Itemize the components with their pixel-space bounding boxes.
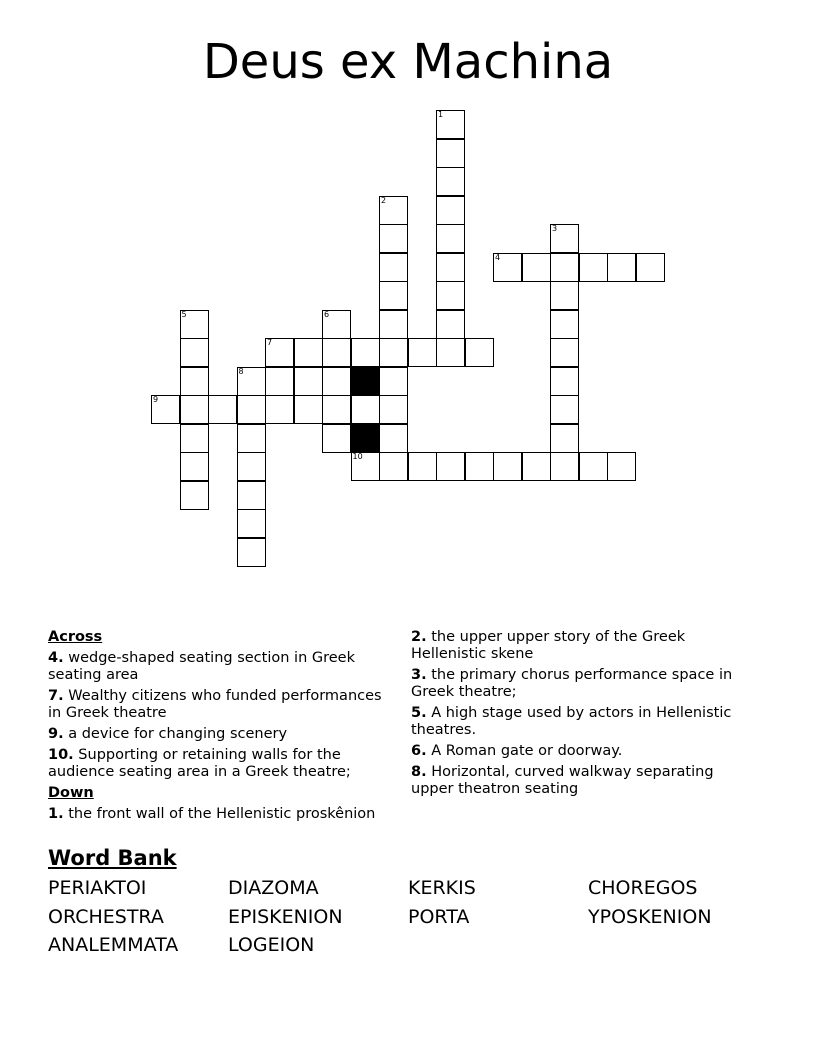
down-clue: [411, 629, 756, 663]
clue-number: 2.: [411, 629, 427, 645]
clue-text: Horizontal, curved walkway separating upper theatron seating: [411, 764, 714, 797]
crossword-cell[interactable]: [379, 310, 408, 339]
word-bank-item: EPISKENION: [228, 905, 343, 928]
crossword-cell[interactable]: [550, 338, 579, 367]
down-clue: [411, 743, 756, 760]
across-clue: [48, 650, 388, 684]
clue-number: 7.: [48, 688, 64, 704]
down-heading: Down: [48, 785, 94, 801]
crossword-cell[interactable]: [579, 253, 608, 282]
crossword-cell[interactable]: [436, 338, 465, 367]
crossword-cell[interactable]: [465, 338, 494, 367]
crossword-cell[interactable]: [180, 310, 209, 339]
clue-number: 10.: [48, 747, 74, 763]
down-clue: [411, 764, 756, 798]
down-clue: [411, 705, 756, 739]
clue-text: Supporting or retaining walls for the audience seating area in a Greek theatre;: [48, 747, 351, 780]
clues-left-column: [48, 629, 388, 827]
crossword-cell[interactable]: [351, 395, 380, 424]
crossword-cell[interactable]: [436, 452, 465, 481]
crossword-cell[interactable]: [237, 481, 266, 510]
crossword-cell[interactable]: [522, 452, 551, 481]
clue-number-label: 7: [267, 338, 273, 347]
crossword-cell[interactable]: [180, 338, 209, 367]
crossword-cell[interactable]: [237, 367, 266, 396]
crossword-cell[interactable]: [436, 224, 465, 253]
word-bank-item: DIAZOMA: [228, 877, 319, 899]
word-bank-item: LOGEION: [228, 934, 315, 956]
word-bank-item: CHOREGOS: [588, 877, 698, 899]
crossword-cell[interactable]: [436, 281, 465, 310]
clue-number: 5.: [411, 705, 427, 721]
crossword-cell[interactable]: [436, 139, 465, 168]
crossword-cell[interactable]: [265, 367, 294, 396]
crossword-cell[interactable]: [322, 424, 351, 453]
clue-number: 1.: [48, 806, 64, 822]
crossword-cell[interactable]: [265, 338, 294, 367]
crossword-cell[interactable]: [379, 367, 408, 396]
crossword-cell[interactable]: [465, 452, 494, 481]
word-bank-item: YPOSKENION: [588, 905, 712, 928]
crossword-cell[interactable]: [180, 395, 209, 424]
crossword-cell[interactable]: [322, 338, 351, 367]
word-bank: [48, 874, 768, 960]
crossword-cell[interactable]: [493, 253, 522, 282]
crossword-cell[interactable]: [522, 253, 551, 282]
crossword-cell[interactable]: [379, 224, 408, 253]
crossword-cell[interactable]: [180, 481, 209, 510]
crossword-cell[interactable]: [237, 395, 266, 424]
crossword-cell[interactable]: [550, 452, 579, 481]
word-bank-item: ANALEMMATA: [48, 934, 179, 956]
crossword-cell[interactable]: [436, 196, 465, 225]
crossword-cell[interactable]: [237, 452, 266, 481]
crossword-cell[interactable]: [237, 509, 266, 538]
crossword-cell[interactable]: [436, 253, 465, 282]
crossword-cell[interactable]: [550, 424, 579, 453]
crossword-cell[interactable]: [237, 538, 266, 567]
clues-right-column: [411, 629, 756, 802]
crossword-cell[interactable]: [294, 367, 323, 396]
crossword-cell[interactable]: [322, 367, 351, 396]
crossword-cell[interactable]: [607, 253, 636, 282]
clue-text: A Roman gate or doorway.: [431, 743, 623, 759]
crossword-cell[interactable]: [550, 395, 579, 424]
clue-text: the front wall of the Hellenistic proskênion: [68, 806, 376, 822]
clue-number-label: 10: [352, 452, 363, 461]
crossword-cell[interactable]: [408, 338, 437, 367]
clue-number: 4.: [48, 650, 64, 666]
clue-number-label: 8: [238, 366, 244, 376]
across-heading: Across: [48, 629, 103, 645]
clue-number-label: 5: [181, 309, 187, 319]
clue-number: 6.: [411, 743, 427, 759]
clue-number-label: 6: [324, 309, 330, 319]
crossword-block: [351, 367, 380, 396]
crossword-cell[interactable]: [180, 367, 209, 396]
crossword-cell[interactable]: [180, 452, 209, 481]
crossword-cell[interactable]: [379, 281, 408, 310]
crossword-cell[interactable]: [550, 367, 579, 396]
crossword-cell[interactable]: [151, 395, 180, 424]
down-clue: [48, 806, 388, 823]
crossword-block: [351, 424, 380, 453]
clue-text: a device for changing scenery: [68, 726, 288, 742]
crossword-cell[interactable]: [550, 310, 579, 339]
crossword-cell[interactable]: [550, 281, 579, 310]
crossword-cell[interactable]: [208, 395, 237, 424]
across-clue: [48, 688, 388, 722]
clue-text: A high stage used by actors in Hellenistic theatres.: [411, 705, 732, 738]
word-bank-item: KERKIS: [408, 877, 476, 899]
crossword-cell[interactable]: [408, 452, 437, 481]
crossword-cell[interactable]: [351, 338, 380, 367]
crossword-cell[interactable]: [379, 452, 408, 481]
clue-number: 9.: [48, 726, 64, 742]
word-bank-item: PERIAKTOI: [48, 877, 147, 899]
crossword-cell[interactable]: [493, 452, 522, 481]
clue-number: 8.: [411, 764, 427, 780]
page-title: Deus ex Machina: [202, 34, 614, 90]
clue-text: the primary chorus performance space in Greek theatre;: [411, 667, 733, 700]
crossword-cell[interactable]: [294, 395, 323, 424]
crossword-cell[interactable]: [237, 424, 266, 453]
crossword-cell[interactable]: [294, 338, 323, 367]
crossword-cell[interactable]: [379, 395, 408, 424]
crossword-cell[interactable]: [607, 452, 636, 481]
word-bank-title: Word Bank: [48, 846, 177, 870]
crossword-cell[interactable]: [322, 310, 351, 339]
word-bank-item: ORCHESTRA: [48, 905, 164, 928]
crossword-cell[interactable]: [322, 395, 351, 424]
clue-text: Wealthy citizens who funded performances in Greek theatre: [48, 688, 382, 721]
crossword-cell[interactable]: [579, 452, 608, 481]
word-bank-item: PORTA: [408, 905, 470, 928]
clue-number-label: 1: [438, 110, 444, 119]
crossword-cell[interactable]: [379, 338, 408, 367]
crossword-cell[interactable]: [550, 253, 579, 282]
crossword-cell[interactable]: [379, 424, 408, 453]
crossword-cell[interactable]: [379, 196, 408, 225]
clue-number-label: 4: [495, 252, 501, 262]
crossword-cell[interactable]: [379, 253, 408, 282]
crossword-cell[interactable]: [180, 424, 209, 453]
clue-number: 3.: [411, 667, 427, 683]
crossword-cell[interactable]: [636, 253, 665, 282]
crossword-cell[interactable]: [351, 452, 380, 481]
clue-number-label: 2: [381, 195, 387, 205]
crossword-cell[interactable]: [436, 167, 465, 196]
clue-text: the upper upper story of the Greek Hellenistic skene: [411, 629, 686, 662]
crossword-cell[interactable]: [265, 395, 294, 424]
crossword-cell[interactable]: [436, 310, 465, 339]
crossword-cell[interactable]: [550, 224, 579, 253]
across-clue: [48, 726, 388, 743]
across-clue: [48, 747, 388, 781]
clue-number-label: 3: [552, 224, 558, 233]
down-clue: [411, 667, 756, 701]
clue-number-label: 9: [153, 395, 159, 404]
clue-text: wedge-shaped seating section in Greek seating area: [48, 650, 355, 683]
crossword-cell[interactable]: [436, 110, 465, 139]
